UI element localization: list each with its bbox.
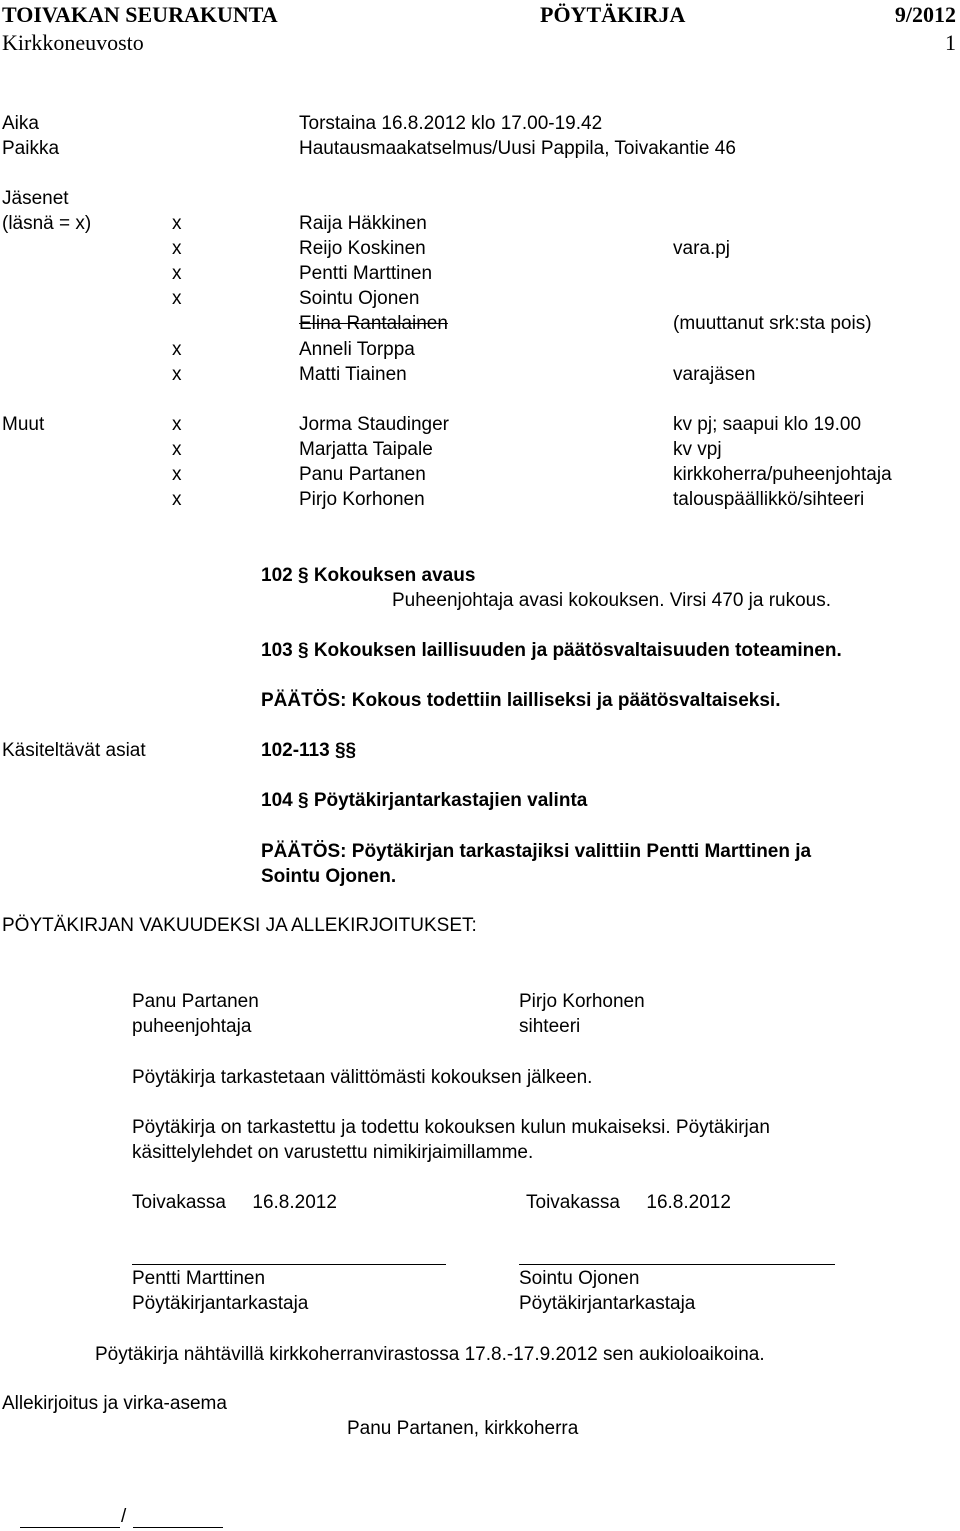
member-mark: x (172, 238, 182, 259)
signature-position-value: Panu Partanen, kirkkoherra (347, 1418, 579, 1439)
time-label: Aika (2, 113, 39, 134)
item-104-title: 104 § Pöytäkirjantarkastajien valinta (261, 790, 588, 811)
member-mark: x (172, 339, 182, 360)
checked-statement: Pöytäkirja on tarkastettu ja todettu kokouksen kulun mukaiseksi. Pöytäkirjan (132, 1117, 770, 1138)
member-name: Pentti Marttinen (299, 263, 433, 284)
checked-statement-cont: käsittelylehdet on varustettu nimikirjaimillamme. (132, 1142, 534, 1163)
time-value: Torstaina 16.8.2012 klo 17.00-19.42 (299, 113, 603, 134)
other-mark: x (172, 439, 182, 460)
date-line-day (20, 1527, 120, 1528)
member-name: Sointu Ojonen (299, 288, 420, 309)
other-name: Jorma Staudinger (299, 414, 449, 435)
checker-1-name: Pentti Marttinen (132, 1268, 266, 1289)
place-label: Paikka (2, 138, 60, 159)
member-mark: x (172, 288, 182, 309)
signature-position-label: Allekirjoitus ja virka-asema (2, 1393, 227, 1414)
item-103-decision: PÄÄTÖS: Kokous todettiin lailliseksi ja päätösvaltaiseksi. (261, 690, 781, 711)
check-note: Pöytäkirja tarkastetaan välittömästi kokouksen jälkeen. (132, 1067, 593, 1088)
item-104-decision-cont: Sointu Ojonen. (261, 866, 397, 887)
members-presence-label: (läsnä = x) (2, 213, 92, 234)
other-note: kv pj; saapui klo 19.00 (673, 414, 862, 435)
header-doc-number: 9/2012 (894, 2, 956, 27)
other-mark: x (172, 464, 182, 485)
handled-items-value: 102-113 §§ (261, 740, 357, 761)
members-label: Jäsenet (2, 188, 69, 209)
checker-2-role: Pöytäkirjantarkastaja (519, 1293, 696, 1314)
header-body: Kirkkoneuvosto (2, 30, 144, 55)
header-org: TOIVAKAN SEURAKUNTA (2, 2, 278, 27)
member-name-struck: Elina Rantalainen (299, 313, 448, 334)
place-date-left: Toivakassa 16.8.2012 (132, 1192, 337, 1213)
chair-name: Panu Partanen (132, 991, 259, 1012)
header-doc-type: PÖYTÄKIRJA (540, 2, 686, 27)
signatures-heading: PÖYTÄKIRJAN VAKUUDEKSI JA ALLEKIRJOITUKSET: (2, 915, 477, 936)
member-name: Raija Häkkinen (299, 213, 427, 234)
member-mark: x (172, 364, 182, 385)
item-102-title: 102 § Kokouksen avaus (261, 565, 476, 586)
checker-2-name: Sointu Ojonen (519, 1268, 640, 1289)
other-note: talouspäällikkö/sihteeri (673, 489, 865, 510)
date-slash: / (121, 1506, 127, 1527)
public-display-note: Pöytäkirja nähtävillä kirkkoherranvirastossa 17.8.-17.9.2012 sen aukioloaikoina. (95, 1344, 765, 1365)
member-name: Anneli Torppa (299, 339, 415, 360)
other-mark: x (172, 489, 182, 510)
header-page-number: 1 (945, 30, 956, 55)
other-note: kv vpj (673, 439, 722, 460)
signature-line-right (519, 1264, 835, 1265)
signature-line-left (132, 1264, 446, 1265)
handled-items-label: Käsiteltävät asiat (2, 740, 146, 761)
other-name: Marjatta Taipale (299, 439, 433, 460)
member-note: (muuttanut srk:sta pois) (673, 313, 872, 334)
chair-role: puheenjohtaja (132, 1016, 252, 1037)
other-name: Panu Partanen (299, 464, 426, 485)
member-note: vara.pj (673, 238, 731, 259)
other-mark: x (172, 414, 182, 435)
other-note: kirkkoherra/puheenjohtaja (673, 464, 892, 485)
item-104-decision: PÄÄTÖS: Pöytäkirjan tarkastajiksi valittiin Pentti Marttinen ja (261, 841, 812, 862)
date-line-month (133, 1527, 223, 1528)
checker-1-role: Pöytäkirjantarkastaja (132, 1293, 309, 1314)
member-mark: x (172, 263, 182, 284)
member-name: Reijo Koskinen (299, 238, 426, 259)
place-value: Hautausmaakatselmus/Uusi Pappila, Toivakantie 46 (299, 138, 736, 159)
others-label: Muut (2, 414, 45, 435)
place-date-right: Toivakassa 16.8.2012 (526, 1192, 731, 1213)
member-mark: x (172, 213, 182, 234)
member-name: Matti Tiainen (299, 364, 407, 385)
other-name: Pirjo Korhonen (299, 489, 425, 510)
secretary-name: Pirjo Korhonen (519, 991, 645, 1012)
member-note: varajäsen (673, 364, 756, 385)
secretary-role: sihteeri (519, 1016, 581, 1037)
item-103-title: 103 § Kokouksen laillisuuden ja päätösvaltaisuuden toteaminen. (261, 640, 842, 661)
item-102-text: Puheenjohtaja avasi kokouksen. Virsi 470 ja rukous. (392, 590, 832, 611)
